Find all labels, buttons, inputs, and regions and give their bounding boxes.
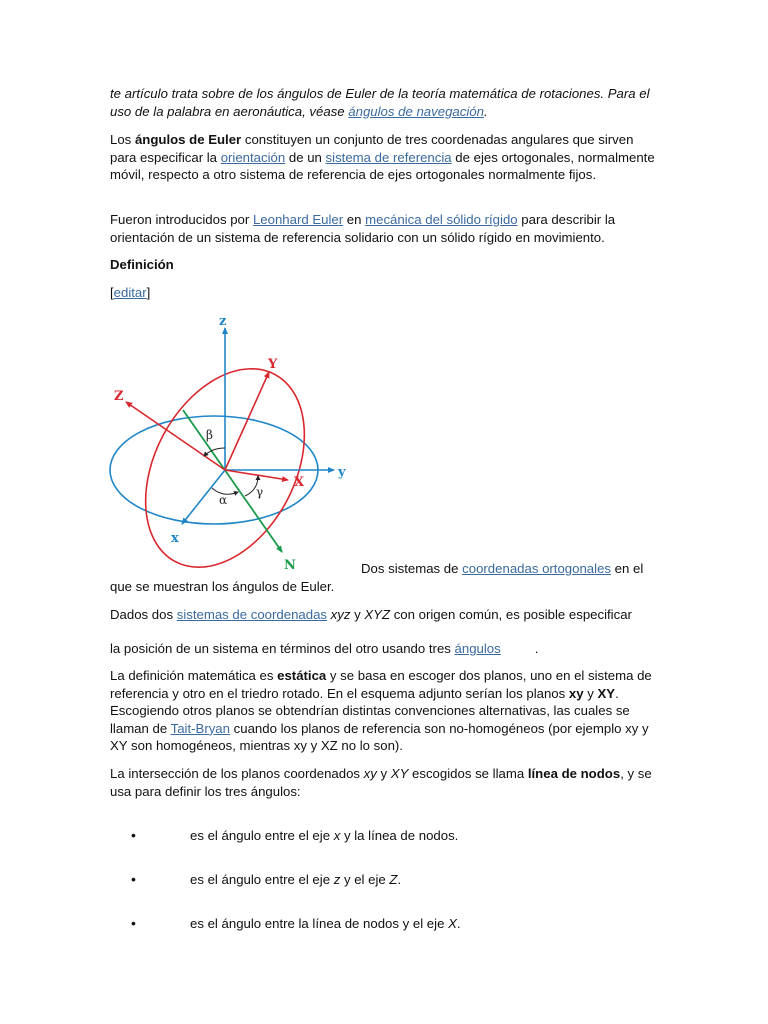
label-Y: Y [268,357,278,372]
list-item-alpha: es el ángulo entre el eje x y la línea de nodos. [190,828,459,843]
edit-link[interactable]: editar [113,285,147,300]
figure-caption-cont: que se muestran los ángulos de Euler. [110,579,335,594]
link-angulos[interactable]: ángulos [454,641,501,656]
coordinates-paragraph: Dados dos sistemas de coordenadas xyz y XYZ con origen común, es posible especificar [110,607,632,622]
figure-caption: Dos sistemas de coordenadas ortogonales en el [361,561,644,576]
label-Z: Z [114,389,124,404]
list-item-beta: es el ángulo entre el eje z y el eje Z. [190,872,402,887]
history-paragraph: Fueron introducidos por Leonhard Euler en mecánica del sólido rígido para describir la orientación de un sistema de referencia solidario con un sólido rígido en movimiento. [110,212,616,245]
link-sistema-referencia[interactable]: sistema de referencia [325,149,452,165]
link-coordenadas-ortogonales[interactable]: coordenadas ortogonales [462,561,611,576]
list-item-gamma: es el ángulo entre la línea de nodos y el eje X. [190,916,461,931]
line-of-nodes [183,410,282,552]
euler-angles-figure [108,308,358,573]
link-angulos-navegacion[interactable]: ángulos de navegación [348,103,484,119]
Y-axis [225,372,269,470]
bullet-marker: • [131,915,136,931]
label-x: x [171,531,179,546]
link-mecanica-solido-rigido[interactable]: mecánica del sólido rígido [365,212,518,227]
section-heading: Definición [110,257,174,272]
X-axis [225,470,288,480]
label-alpha: α [219,493,228,507]
label-N: N [284,558,296,573]
hatnote: te artículo trata sobre de los ángulos de Euler de la teoría matemática de rotaciones. Para el uso de la palabra en aeronáutica, véase ángulos de navegación. [110,86,650,119]
label-gamma: γ [256,485,264,499]
label-z: z [219,314,227,329]
nodes-paragraph: La intersección de los planos coordenados xy y XY escogidos se llama línea de nodos, y se usa para definir los tres ángulos: [110,766,652,799]
label-beta: β [206,428,213,442]
intro-paragraph: Los ángulos de Euler constituyen un conjunto de tres coordenadas angulares que sirven para especificar la orientación de un sistema de referencia de ejes ortogonales, normalmente móvil, respecto a otro sistema de referencia de ejes ortogonales normalmente fijos. [110,132,655,183]
link-sistemas-coordenadas[interactable]: sistemas de coordenadas [176,607,327,622]
bullet-marker: • [131,827,136,843]
definition-paragraph: La definición matemática es estática y se basa en escoger dos planos, uno en el sistema de referencia y otro en el triedro rotado. En el esquema adjunto serían los planos xy y XY. Escogiendo otros planos se obtendrían distintas convenciones alternativas, las cuales se llaman de Tait-Bryan cuando los planos de referencia son no-homogéneos (por ejemplo xy y XY son homogéneos, mientras xy y XZ no lo son). [110,668,652,754]
label-y: y [338,465,346,480]
label-X: X [294,475,305,490]
link-orientacion[interactable]: orientación [220,149,286,165]
bullet-marker: • [131,871,136,887]
coordinates-paragraph-cont: la posición de un sistema en términos del otro usando tres ángulos . [110,641,539,656]
link-leonhard-euler[interactable]: Leonhard Euler [252,212,344,227]
edit-section: [editar] [110,285,151,300]
link-tait-bryan[interactable]: Tait-Bryan [170,720,230,736]
